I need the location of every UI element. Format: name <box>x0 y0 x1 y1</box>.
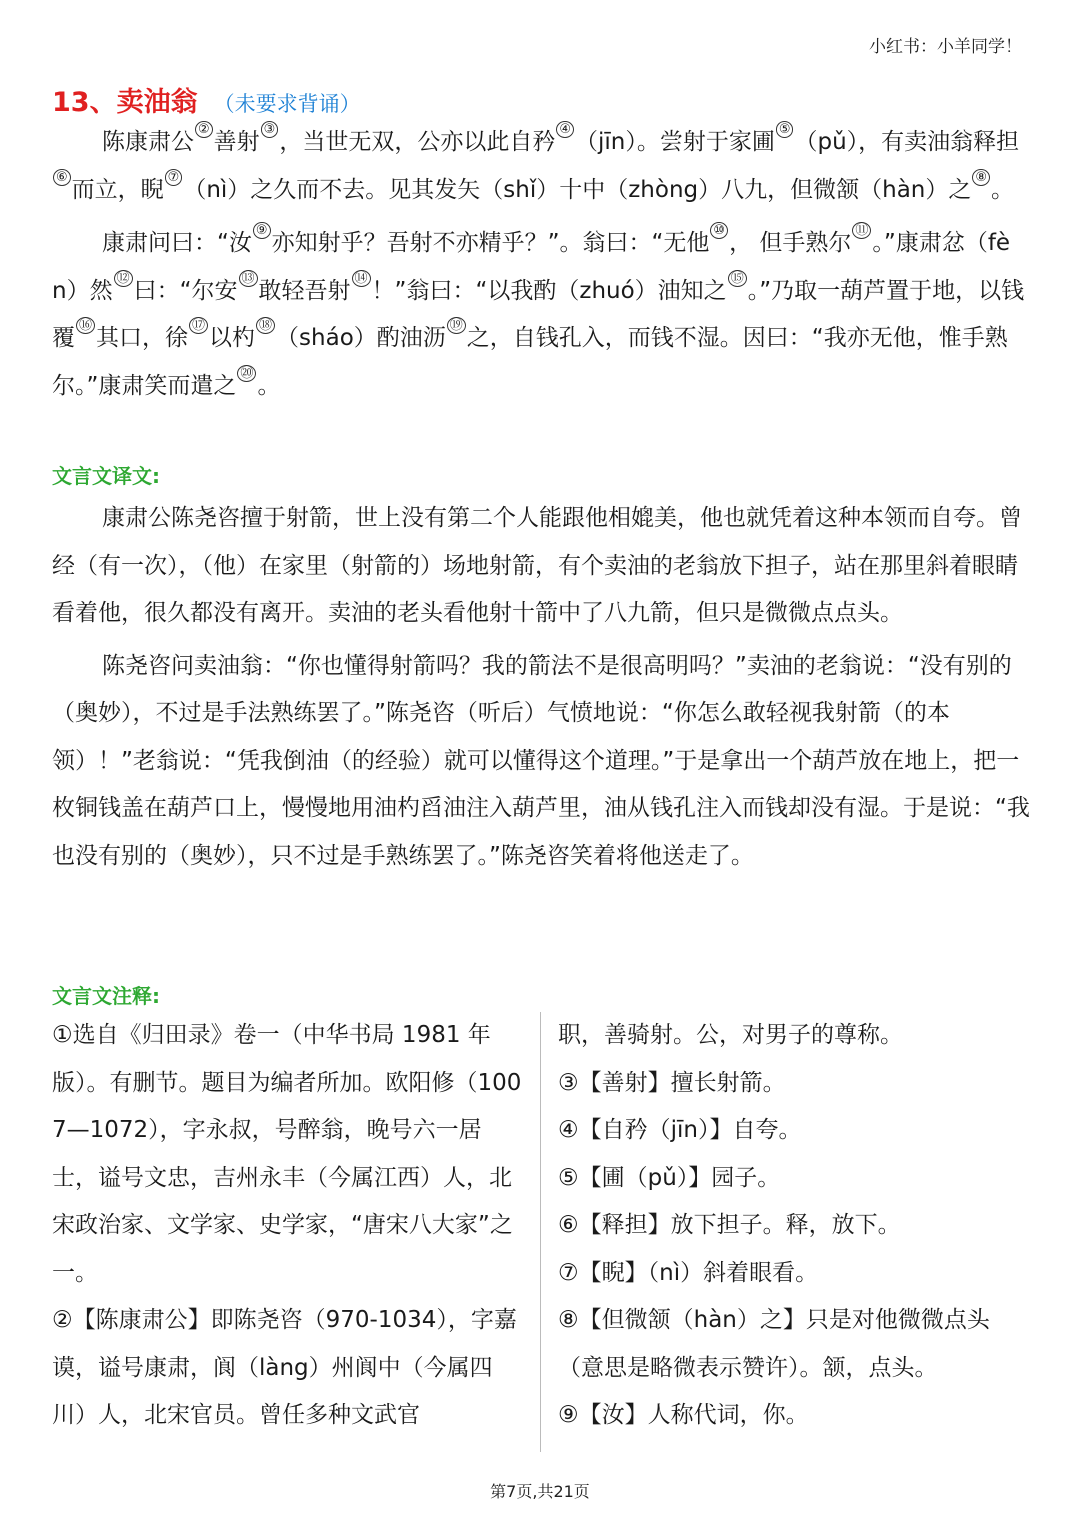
text-segment: ，当世无双，公亦以此自矜 <box>279 129 556 155</box>
note-item: ⑤【圃（pǔ）】园子。 <box>558 1164 781 1191</box>
original-paragraph-2 <box>52 220 1032 410</box>
text-segment: 曰：“尔安 <box>133 277 238 304</box>
original-text <box>52 119 1032 410</box>
text-segment: （nì）之久而不去。见其发矢（shǐ）十中（zhòng）八九，但微颔（hàn）之 <box>183 176 972 203</box>
translation-heading: 文言文译文: <box>52 464 160 488</box>
notes-section <box>52 1012 1032 1452</box>
footnote-marker: ⑰ <box>189 317 208 334</box>
footnote-marker: ⑩ <box>710 222 728 239</box>
note-item: ⑨【汝】人称代词，你。 <box>558 1402 809 1428</box>
footnote-marker: ④ <box>556 121 574 138</box>
note-item: 职，善骑射。公，对男子的尊称。 <box>558 1022 903 1048</box>
text-segment: 以杓 <box>209 325 256 351</box>
notes-right-column <box>558 1012 1032 1440</box>
notes-heading: 文言文注释: <box>52 984 160 1008</box>
footnote-marker: ⑪ <box>852 222 871 239</box>
text-segment: （pǔ），有卖油翁释担 <box>794 129 1020 155</box>
note-item: ⑦【睨】（nì）斜着眼看。 <box>558 1259 819 1286</box>
note-item: ②【陈康肃公】即陈尧咨（970-1034），字嘉谟，谥号康肃，阆（làng）州阆中（今属四川）人，北宋官员。曾任多种文武官 <box>52 1307 517 1428</box>
note-item: ④【自矜（jīn）】自夸。 <box>558 1117 802 1143</box>
watermark: 小红书：小羊同学！ <box>869 37 1022 57</box>
translation-paragraph-2: 陈尧咨问卖油翁：“你也懂得射箭吗？我的箭法不是很高明吗？”卖油的老翁说：“没有别的（奥妙），不过是手法熟练罢了。”陈尧咨（听后）气愤地说：“你怎么敢轻视我射箭（的本领）！”老翁说：“凭我倒油（的经验）就可以懂得这个道理。”于是拿出一个葫芦放在地上，把一枚铜钱盖在葫芦口上，慢慢地用油杓舀油注入葫芦里，油从钱孔注入而钱却没有湿。于是说：“我也没有别的（奥妙），只不过是手熟练罢了。”陈尧咨笑着将他送走了。 <box>52 652 1030 869</box>
text-segment: 。”康肃忿（fèn）然 <box>52 230 1011 304</box>
text-segment: 敢轻吾射 <box>258 277 351 304</box>
footnote-marker: ⑤ <box>776 121 794 138</box>
text-segment: 其口，徐 <box>96 325 189 351</box>
text-segment: ， 但手熟尔 <box>729 230 852 256</box>
lesson-title <box>52 80 361 119</box>
footnote-marker: ⑲ <box>447 317 466 334</box>
lesson-title-main: 13、卖油翁 <box>52 87 198 118</box>
text-segment: 。 <box>257 372 281 399</box>
text-segment: （jīn）。尝射于家圃 <box>574 129 775 155</box>
notes-left-column <box>52 1012 522 1440</box>
text-segment: （sháo）酌油沥 <box>276 325 446 351</box>
translation-paragraph-1: 康肃公陈尧咨擅于射箭，世上没有第二个人能跟他相媲美，他也就凭着这种本领而自夸。曾经（有一次），（他）在家里（射箭的）场地射箭，有个卖油的老翁放下担子，站在那里斜着眼睛看着他，很久都没有离开。卖油的老头看他射十箭中了八九箭，但只是微微点点头。 <box>52 505 1022 626</box>
lesson-title-note: （未要求背诵） <box>213 92 361 116</box>
note-item: ⑥【释担】放下担子。释，放下。 <box>558 1212 901 1238</box>
footnote-marker: ⑱ <box>256 317 275 334</box>
note-item: ①选自《归田录》卷一（中华书局 1981 年版）。有删节。题目为编者所加。欧阳修（1007—1072），字永叔，号醉翁，晚号六一居士，谥号文忠，吉州永丰（今属江西）人，北宋政治家、文学家、史学家，“唐宋八大家”之一。 <box>52 1022 522 1286</box>
page-number: 第7页,共21页 <box>490 1482 590 1501</box>
footnote-marker: ⑯ <box>76 317 95 334</box>
footnote-marker: ⑮ <box>728 270 747 287</box>
footnote-marker: ⑭ <box>352 270 371 287</box>
original-paragraph-1 <box>52 119 1032 214</box>
footnote-marker: ⑥ <box>53 169 71 186</box>
footnote-marker: ② <box>195 121 213 138</box>
footnote-marker: ⑨ <box>253 222 271 239</box>
note-item: ⑧【但微颔（hàn）之】只是对他微微点头（意思是略微表示赞许）。颔，点头。 <box>558 1307 990 1381</box>
footnote-marker: ⑧ <box>972 169 990 186</box>
footnote-marker: ③ <box>261 121 279 138</box>
text-segment: 善射 <box>213 129 260 155</box>
footnote-marker: ⑬ <box>239 270 258 287</box>
note-item: ③【善射】擅长射箭。 <box>558 1069 786 1096</box>
text-segment: 亦知射乎？吾射不亦精乎？”。翁曰：“无他 <box>271 230 710 256</box>
footnote-marker: ⑳ <box>237 365 256 382</box>
text-segment: 之，自钱孔入，而钱不湿。因曰：“我亦无他，惟手熟尔。”康肃笑而遣之 <box>52 325 1008 399</box>
text-segment: 。”乃取一葫芦置于地，以钱覆 <box>52 277 1025 351</box>
text-segment: 陈康肃公 <box>102 129 194 155</box>
text-segment: 而立，睨 <box>71 176 164 203</box>
text-segment: 康肃问曰：“汝 <box>102 230 252 256</box>
footnote-marker: ⑫ <box>114 270 133 287</box>
footnote-marker: ⑦ <box>165 169 183 186</box>
column-divider <box>540 1012 541 1452</box>
translation-text <box>52 495 1032 880</box>
text-segment: 。 <box>991 176 1015 203</box>
text-segment: ！”翁曰：“以我酌（zhuó）油知之 <box>371 277 727 304</box>
